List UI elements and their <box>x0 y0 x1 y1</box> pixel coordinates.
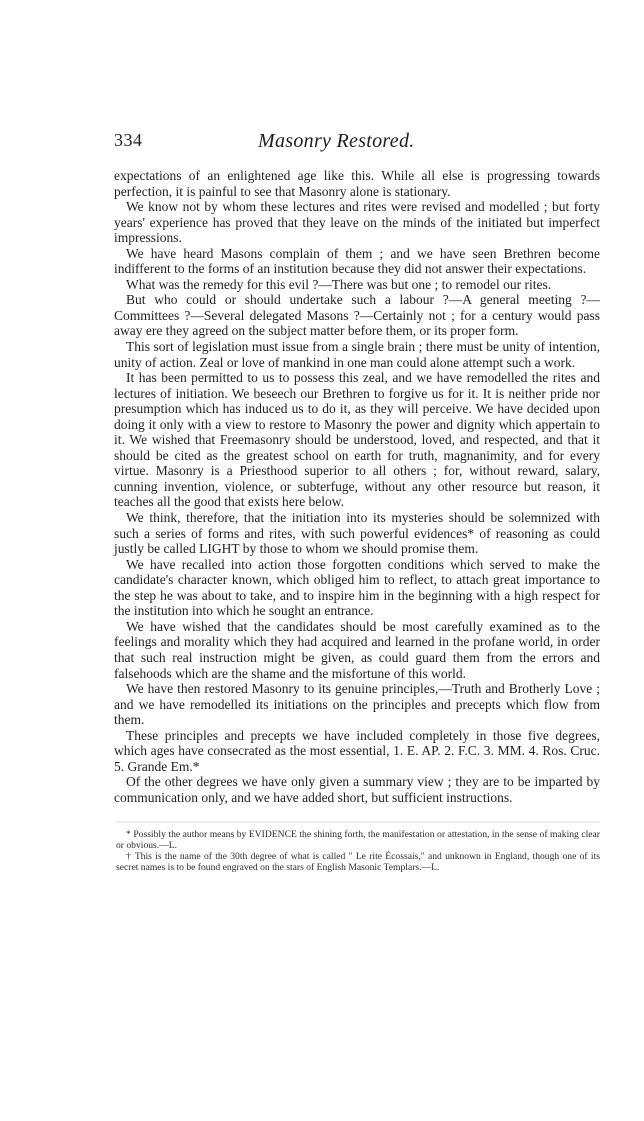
footnote-1: * Possibly the author means by EVIDENCE the shining forth, the manifestation or attestation, in the sense of making clear or obvious.—L. <box>116 828 600 851</box>
paragraph-13: Of the other degrees we have only given a summary view ; they are to be imparted by communication only, and we have added short, but sufficient instructions. <box>114 774 600 805</box>
paragraph-1: expectations of an enlightened age like this. While all else is progressing towards perfection, it is painful to see that Masonry alone is stationary. <box>114 168 600 199</box>
paragraph-9: We have recalled into action those forgotten conditions which served to make the candidate's character known, which obliged him to reflect, to attach great importance to the step he was about to take, and to inspire him in the beginning with a high respect for the institution into which he sought an entrance. <box>114 556 600 619</box>
paragraph-6: This sort of legislation must issue from a single brain ; there must be unity of intention, unity of action. Zeal or love of mankind in one man could alone attempt such a work. <box>114 339 600 370</box>
paragraph-12: These principles and precepts we have included completely in those five degrees, which ages have consecrated as the most essential, 1. E. AP. 2. F.C. 3. MM. 4. Ros. Cruc. 5. Grande Em.* <box>114 727 600 774</box>
footnotes <box>116 817 600 873</box>
paragraph-3: We have heard Masons complain of them ; and we have seen Brethren become indifferent to the forms of an institution because they did not answer their expectations. <box>114 245 600 277</box>
page-header <box>114 130 600 158</box>
paragraph-11: We have then restored Masonry to its genuine principles,—Truth and Brotherly Love ; and we have remodelled its initiations on the principles and precepts which flow from them. <box>114 681 600 728</box>
paragraph-2: We know not by whom these lectures and rites were revised and modelled ; but forty years' experience has proved that they leave on the minds of the initiated but imperfect impressions. <box>114 199 600 246</box>
paragraph-8: We think, therefore, that the initiation into its mysteries should be solemnized with such a series of forms and rites, with such powerful evidences* of reasoning as could justly be called LIGHT by those to whom we should promise them. <box>114 510 600 557</box>
body-text <box>114 168 600 805</box>
paragraph-10: We have wished that the candidates should be most carefully examined as to the feelings and morality which they had acquired and learned in the profane world, in order that such real instruction might be given, as could guard them from the errors and falsehoods which are the shame and the misfortune of this world. <box>114 618 600 681</box>
page-number: 334 <box>114 130 143 150</box>
running-title: Masonry Restored. <box>258 130 415 152</box>
paragraph-7: It has been permitted to us to possess this zeal, and we have remodelled the rites and lectures of initiation. We beseech our Brethren to forgive us for it. It is neither pride nor presumption which has induced us to do it, as they will perceive. We have decided upon doing it only with a view to restore to Masonry the power and dignity which appertain to it. We wished that Freemasonry should be understood, loved, and respected, and that it should be cited as the greatest school on earth for truth, magnanimity, and for every virtue. Masonry is a Priesthood superior to all others ; for, without reward, salary, cunning invention, violence, or subterfuge, without any other resource but reason, it teaches all the good that exists here below. <box>114 370 600 510</box>
footnote-2: † This is the name of the 30th degree of what is called " Le rite Écossais," and unknown in England, though one of its secret names is to be found engraved on the stars of English Masonic Templars.—L. <box>116 851 600 874</box>
footnote-rule <box>116 819 600 825</box>
paragraph-5: But who could or should undertake such a labour ?—A general meeting ?—Committees ?—Several delegated Masons ?—Certainly not ; for a century would pass away ere they agreed on the subject matter before them, or its proper form. <box>114 292 600 339</box>
book-page <box>114 130 600 873</box>
paragraph-4: What was the remedy for this evil ?—There was but one ; to remodel our rites. <box>126 276 552 292</box>
